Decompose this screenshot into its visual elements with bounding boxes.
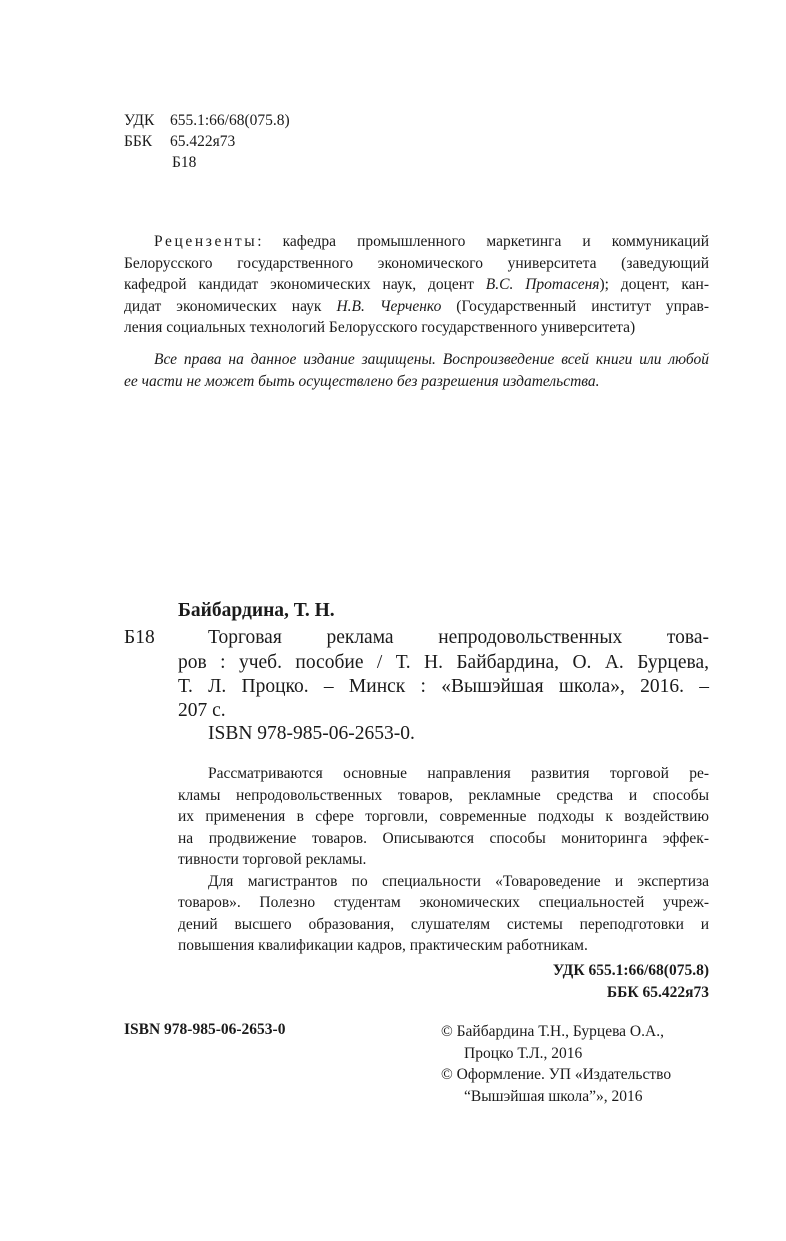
reviewer-name-1: В.С. Протасеня (485, 276, 600, 293)
rights-notice (124, 349, 709, 392)
udk-label: УДК (124, 112, 155, 129)
annotation-line: тивности торговой рекламы. (178, 851, 367, 868)
copyright-authors-cont: Процко Т.Л., 2016 (464, 1045, 583, 1062)
bib-line-4: 207 с. (178, 700, 226, 721)
reviewers-line-4: дидат экономических наук Н.В. Черченко (Государственный институт управ- (124, 297, 709, 315)
reviewers-line-3: кафедрой кандидат экономических наук, доцент В.С. Протасеня); доцент, кан- (124, 276, 709, 293)
annotation-line: повышения квалификации кадров, практическим работникам. (178, 937, 588, 954)
bib-line-1: Торговая реклама непродовольственных това- (208, 627, 709, 648)
annotation-line: товаров». Полезно студентам экономических специальностей учреж- (178, 894, 709, 911)
copyright-design: © Оформление. УП «Издательство (441, 1066, 672, 1083)
annotation-line: кламы непродовольственных товаров, рекламные средства и способы (178, 786, 709, 804)
copyright-design-cont: “Вышэйшая школа”», 2016 (464, 1088, 643, 1105)
reviewers-line-1: Рецензенты: кафедра промышленного маркетинга и коммуникаций (154, 233, 709, 250)
bbk-value: 65.422я73 (170, 133, 236, 150)
bbk-label: ББК (124, 133, 153, 150)
reviewers-line-5: ления социальных технологий Белорусского государственного университета) (124, 319, 636, 336)
footer-isbn: ISBN 978-985-06-2653-0 (124, 1021, 286, 1038)
udk-value: 655.1:66/68(075.8) (170, 112, 290, 129)
copyright-authors: © Байбардина Т.Н., Бурцева О.А., (441, 1023, 664, 1040)
bib-mark: Б18 (124, 627, 155, 648)
reviewers-line-2: Белорусского государственного экономического университета (заведующий (124, 254, 709, 272)
annotation-line: дений высшего образования, слушателям системы переподготовки и (178, 915, 709, 933)
rights-line-1: Все права на данное издание защищены. Воспроизведение всей книги или любой (154, 351, 709, 368)
annotation-line: Для магистрантов по специальности «Товароведение и экспертиза (208, 872, 709, 890)
annotation-line: их применения в сфере торговли, современные подходы к воздействию (178, 808, 709, 825)
reviewer-name-2: Н.В. Черченко (336, 297, 442, 315)
bbk-code: ББК 65.422я73 (606, 984, 709, 1001)
author-heading: Байбардина, Т. Н. (178, 600, 335, 621)
author-mark: Б18 (172, 154, 197, 171)
bib-isbn: ISBN 978-985-06-2653-0. (208, 723, 415, 744)
rights-line-2: ее части не может быть осуществлено без разрешения издательства. (124, 372, 600, 390)
bib-line-2: ров : учеб. пособие / Т. Н. Байбардина, О. А. Бурцева, (178, 652, 709, 673)
reviewers-paragraph (124, 231, 709, 339)
annotation (178, 763, 709, 957)
udk-code: УДК 655.1:66/68(075.8) (552, 962, 709, 979)
annotation-line: на продвижение товаров. Описываются способы мониторинга эффек- (178, 829, 709, 847)
reviewers-label: Рецензенты (154, 233, 258, 250)
bib-line-3: Т. Л. Процко. – Минск : «Вышэйшая школа», 2016. – (178, 676, 709, 697)
annotation-line: Рассматриваются основные направления развития торговой ре- (208, 765, 709, 782)
